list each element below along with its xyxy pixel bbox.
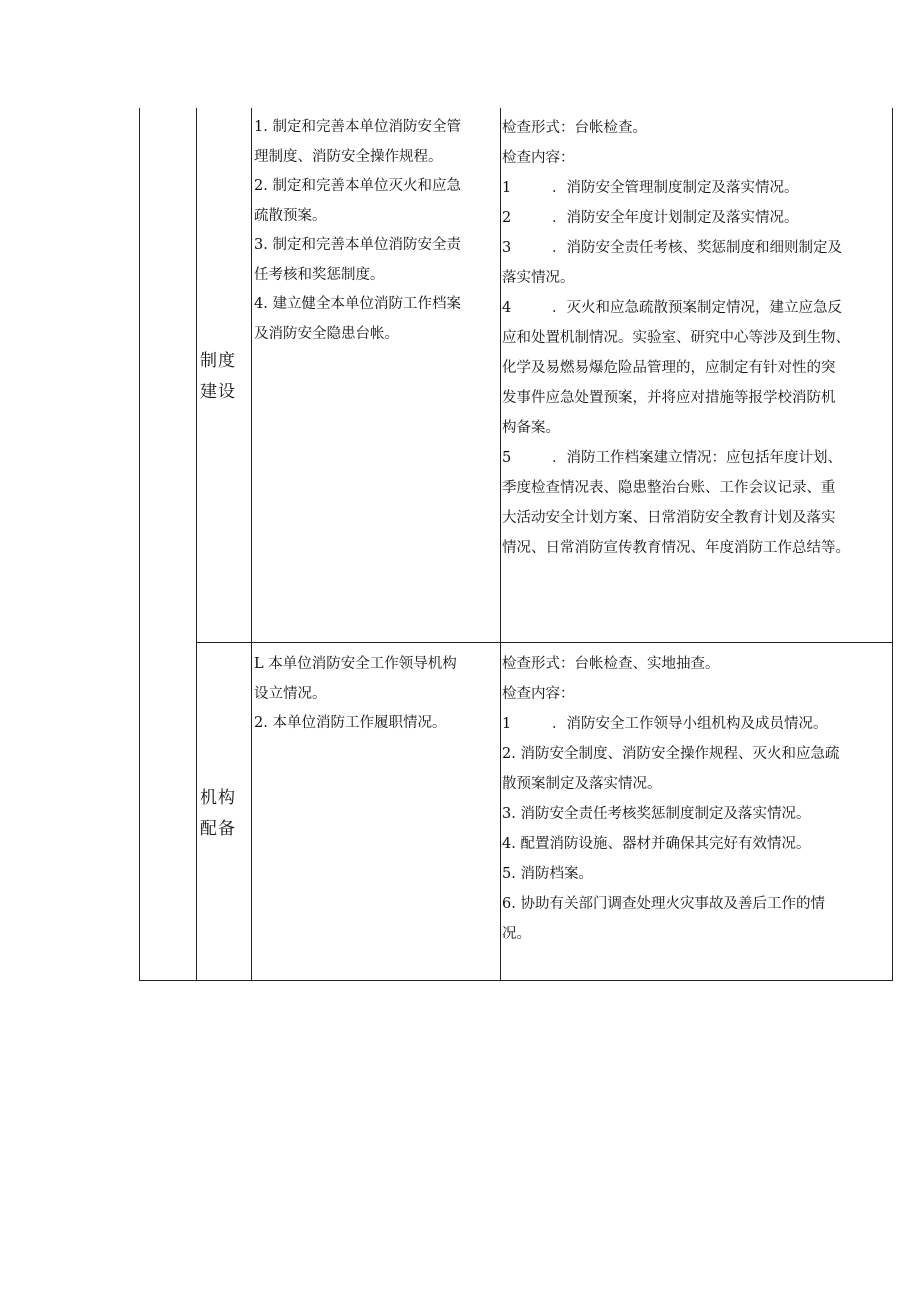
inspection-line [502, 413, 894, 443]
item-number: 3 [502, 240, 512, 256]
item-number: 1 [502, 716, 512, 732]
inspection-text: 散预案制定及落实情况。 [502, 776, 662, 792]
inspection-line [502, 709, 894, 739]
inspection-text: 4. 配置消防设施、器材并确保其完好有效情况。 [502, 836, 811, 852]
inspection-text: 况。 [502, 926, 531, 942]
requirement-line: 疏散预案。 [254, 207, 327, 224]
inspection-line [502, 679, 894, 709]
inspection-text: ．灭火和应急疏散预案制定情况，建立应急反 [552, 300, 842, 316]
inspection-line [502, 383, 894, 413]
inspection-line [502, 143, 894, 173]
table-border-bottom [139, 980, 893, 981]
category-text: 制度 [200, 351, 236, 371]
category-text: 建设 [200, 382, 236, 402]
inspection-line [502, 263, 894, 293]
requirement-line: 任考核和奖惩制度。 [254, 266, 385, 283]
category-text: 机构 [200, 788, 236, 808]
requirement-line: L 本单位消防安全工作领导机构 [254, 656, 457, 672]
requirement-line: 设立情况。 [254, 685, 327, 702]
inspection-text: ．消防安全责任考核、奖惩制度和细则制定及 [552, 240, 842, 256]
inspection-text: 发事件应急处置预案，并将应对措施等报学校消防机 [502, 390, 836, 406]
inspection-text: 季度检查情况表、隐患整治台账、工作会议记录、重 [502, 480, 836, 496]
inspection-line [502, 829, 894, 859]
requirements-cell [254, 650, 498, 739]
inspection-line [502, 859, 894, 889]
inspection-text: 检查形式：台帐检查、实地抽查。 [502, 656, 720, 672]
inspection-cell [502, 113, 894, 563]
inspection-line [502, 353, 894, 383]
inspection-text: 3. 消防安全责任考核奖惩制度制定及落实情况。 [502, 806, 811, 822]
inspection-text: 检查内容： [502, 686, 575, 702]
inspection-line [502, 173, 894, 203]
inspection-text: 5. 消防档案。 [502, 866, 593, 882]
inspection-text: 2. 消防安全制度、消防安全操作规程、灭火和应急疏 [502, 746, 840, 762]
requirement-line: 2. 本单位消防工作履职情况。 [254, 715, 447, 731]
category-cell [200, 346, 250, 408]
inspection-cell [502, 649, 894, 949]
inspection-text: ．消防安全工作领导小组机构及成员情况。 [552, 716, 828, 732]
inspection-text: ．消防安全年度计划制定及落实情况。 [552, 210, 799, 226]
requirement-line: 理制度、消防安全操作规程。 [254, 148, 443, 165]
item-number: 5 [502, 450, 512, 466]
requirements-cell [254, 113, 498, 349]
inspection-text: 落实情况。 [502, 270, 575, 286]
inspection-text: 检查形式：台帐检查。 [502, 120, 647, 136]
requirement-line: 1. 制定和完善本单位消防安全管 [254, 119, 461, 135]
row-divider [196, 642, 893, 643]
requirement-line: 4. 建立健全本单位消防工作档案 [254, 296, 461, 312]
item-number: 4 [502, 300, 512, 316]
inspection-line [502, 233, 894, 263]
inspection-text: 化学及易燃易爆危险品管理的，应制定有针对性的突 [502, 360, 836, 376]
category-text: 配备 [200, 819, 236, 839]
requirement-line: 及消防安全隐患台帐。 [254, 325, 399, 342]
inspection-line [502, 739, 894, 769]
item-number: 1 [502, 180, 512, 196]
inspection-line [502, 203, 894, 233]
inspection-line [502, 649, 894, 679]
inspection-text: 检查内容： [502, 150, 575, 166]
inspection-text: 构备案。 [502, 420, 560, 436]
inspection-text: 大活动安全计划方案、日常消防安全教育计划及落实 [502, 510, 836, 526]
category-cell [200, 783, 250, 845]
inspection-line [502, 503, 894, 533]
inspection-line [502, 473, 894, 503]
inspection-text: 6. 协助有关部门调查处理火灾事故及善后工作的情 [502, 896, 825, 912]
inspection-line [502, 323, 894, 353]
column-divider-1 [196, 108, 197, 981]
requirement-line: 2. 制定和完善本单位灭火和应急 [254, 178, 461, 194]
inspection-line [502, 919, 894, 949]
inspection-text: ．消防安全管理制度制定及落实情况。 [552, 180, 799, 196]
table-border-left [139, 108, 140, 981]
inspection-line [502, 443, 894, 473]
inspection-line [502, 293, 894, 323]
requirement-line: 3. 制定和完善本单位消防安全责 [254, 237, 461, 253]
item-number: 2 [502, 210, 512, 226]
inspection-text: ．消防工作档案建立情况：应包括年度计划、 [552, 450, 842, 466]
inspection-line [502, 769, 894, 799]
inspection-line [502, 799, 894, 829]
inspection-line [502, 889, 894, 919]
column-divider-2 [251, 108, 252, 981]
column-divider-3 [500, 108, 501, 981]
inspection-text: 应和处置机制情况。实验室、研究中心等涉及到生物、 [502, 330, 850, 346]
inspection-text: 情况、日常消防宣传教育情况、年度消防工作总结等。 [502, 540, 850, 556]
inspection-line [502, 533, 894, 563]
inspection-line [502, 113, 894, 143]
